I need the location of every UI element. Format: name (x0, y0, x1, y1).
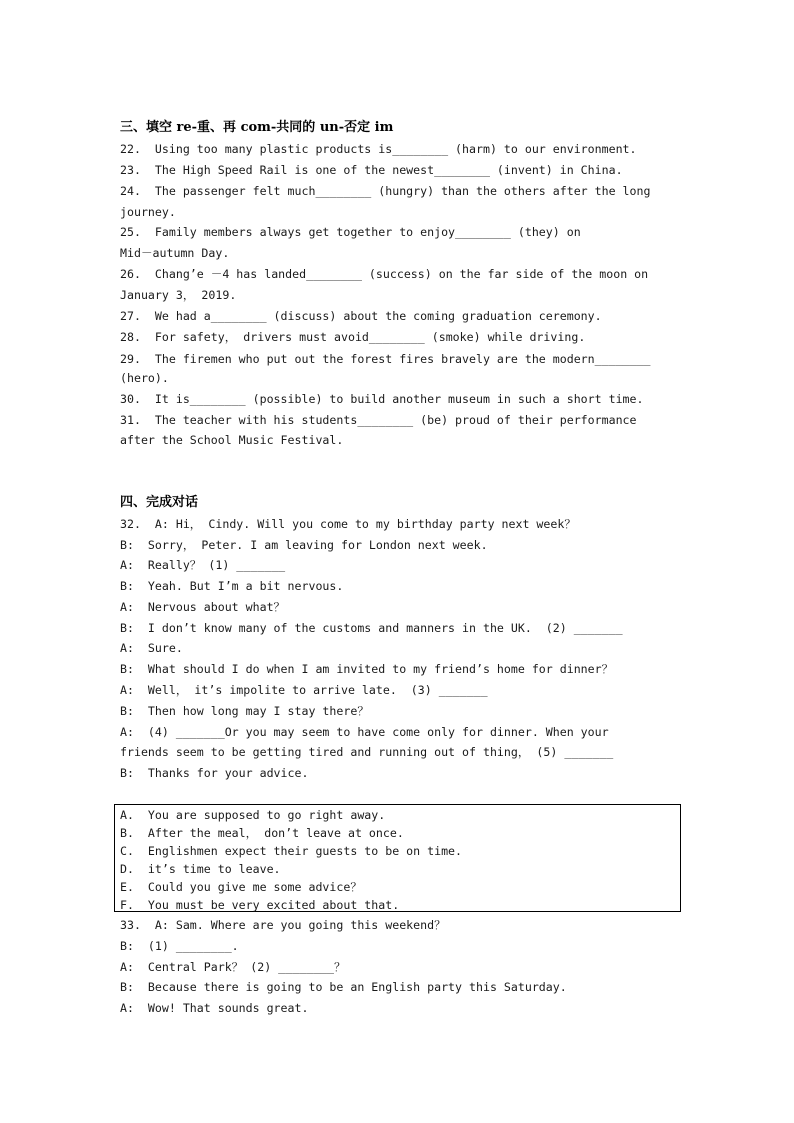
options-box (114, 804, 681, 912)
question-27: 27. We had a________ (discuss) about the coming graduation ceremony. (120, 309, 602, 323)
section4-heading: 四、完成对话 (120, 495, 199, 510)
dialog32-line: friends seem to be getting tired and running out of thing， (5) _______ (120, 745, 614, 759)
section3-heading: 三、填空 re-重、再 com-共同的 un-否定 im (120, 120, 394, 135)
question-25-cont: Mid－autumn Day. (120, 246, 230, 260)
option-b: B. After the meal， don’t leave at once. (120, 826, 404, 840)
dialog32-line: 32. A: Hi， Cindy. Will you come to my birthday party next week？ (120, 517, 576, 531)
dialog32-line: B: Then how long may I stay there？ (120, 704, 369, 718)
dialog32-line: A: Sure. (120, 641, 183, 655)
question-30: 30. It is________ (possible) to build another museum in such a short time. (120, 392, 644, 406)
dialog32-line: B: Sorry， Peter. I am leaving for London next week. (120, 538, 488, 552)
option-c: C. Englishmen expect their guests to be on time. (120, 844, 463, 858)
dialog33-line: 33. A: Sam. Where are you going this weekend？ (120, 918, 446, 932)
dialog32-line: B: Thanks for your advice. (120, 766, 309, 780)
dialog33-line: B: (1) ________. (120, 939, 239, 953)
question-24-cont: journey. (120, 205, 176, 219)
question-22: 22. Using too many plastic products is________ (harm) to our environment. (120, 142, 637, 156)
dialog32-line: A: Well， it’s impolite to arrive late. (3) _______ (120, 683, 488, 697)
dialog32-line: B: Yeah. But I’m a bit nervous. (120, 579, 344, 593)
question-23: 23. The High Speed Rail is one of the newest________ (invent) in China. (120, 163, 623, 177)
question-29: 29. The firemen who put out the forest fires bravely are the modern________ (120, 352, 651, 366)
option-e: E. Could you give me some advice？ (120, 880, 362, 894)
question-25: 25. Family members always get together to enjoy________ (they) on (120, 225, 581, 239)
question-26: 26. Chang’e －4 has landed________ (success) on the far side of the moon on (120, 267, 649, 281)
dialog32-line: A: Nervous about what？ (120, 600, 286, 614)
option-f: F. You must be very excited about that. (120, 898, 400, 912)
dialog32-line: B: What should I do when I am invited to my friend’s home for dinner？ (120, 662, 614, 676)
question-26-cont: January 3， 2019. (120, 288, 237, 302)
option-d: D. it’s time to leave. (120, 862, 281, 876)
dialog32-line: B: I don’t know many of the customs and manners in the UK. (2) _______ (120, 621, 623, 635)
question-28: 28. For safety， drivers must avoid________ (smoke) while driving. (120, 330, 586, 344)
question-31: 31. The teacher with his students________ (be) proud of their performance (120, 413, 637, 427)
dialog32-line: A: Really？ (1) _______ (120, 558, 286, 572)
option-a: A. You are supposed to go right away. (120, 808, 386, 822)
question-31-cont: after the School Music Festival. (120, 433, 344, 447)
question-24: 24. The passenger felt much________ (hungry) than the others after the long (120, 184, 651, 198)
dialog33-line: A: Wow! That sounds great. (120, 1001, 309, 1015)
dialog33-line: B: Because there is going to be an English party this Saturday. (120, 980, 567, 994)
dialog32-line: A: (4) _______Or you may seem to have come only for dinner. When your (120, 725, 609, 739)
question-29-cont: (hero). (120, 371, 169, 385)
dialog33-line: A: Central Park？ (2) ________？ (120, 960, 346, 974)
